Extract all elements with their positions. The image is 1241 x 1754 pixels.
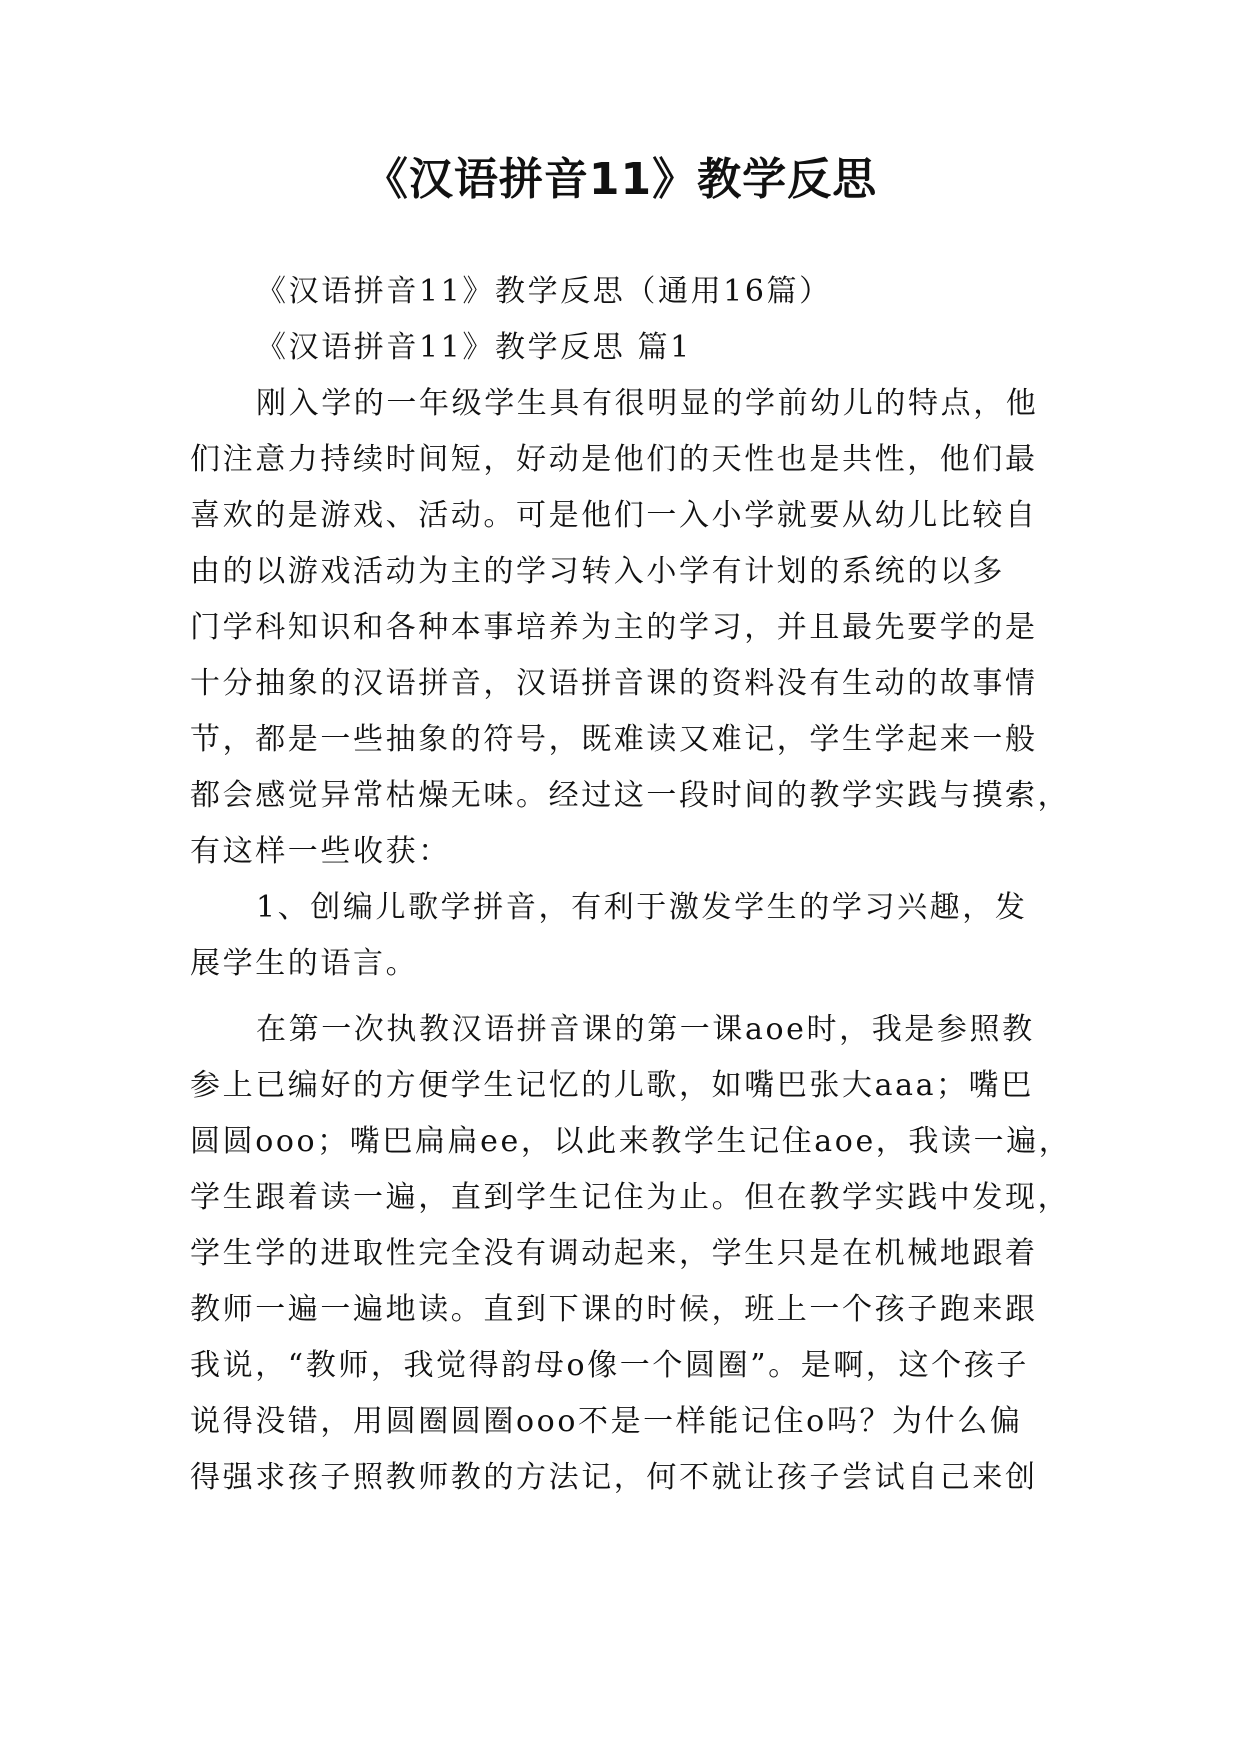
text-line: 在第一次执教汉语拼音课的第一课aoe时，我是参照教 [256, 1012, 1035, 1047]
point-1 [190, 880, 1060, 992]
document-subtitle: 《汉语拼音11》教学反思（通用16篇） [256, 274, 832, 309]
paragraph-1 [190, 376, 1071, 880]
paragraph-2 [190, 1002, 1072, 1506]
text-line: 学生学的进取性完全没有调动起来，学生只是在机械地跟着 [190, 1236, 1038, 1271]
text-line: 得强求孩子照教师教的方法记，何不就让孩子尝试自己来创 [190, 1460, 1038, 1495]
text-line: 十分抽象的汉语拼音，汉语拼音课的资料没有生动的故事情 [190, 666, 1038, 701]
text-line: 教师一遍一遍地读。直到下课的时候，班上一个孩子跑来跟 [190, 1292, 1038, 1327]
document-body [190, 264, 1072, 1506]
text-line: 节，都是一些抽象的符号，既难读又难记，学生学起来一般 [190, 722, 1038, 757]
text-line: 我说，“教师，我觉得韵母o像一个圆圈”。是啊，这个孩子 [190, 1348, 1029, 1383]
section-heading: 《汉语拼音11》教学反思 篇1 [256, 330, 692, 365]
text-line: 说得没错，用圆圈圆圈ooo不是一样能记住o吗？为什么偏 [190, 1404, 1023, 1439]
text-line: 由的以游戏活动为主的学习转入小学有计划的系统的以多 [190, 554, 1005, 589]
text-line: 学生跟着读一遍，直到学生记住为止。但在教学实践中发现， [190, 1180, 1071, 1215]
document-title: 《汉语拼音11》教学反思 [363, 154, 878, 205]
text-line: 圆圆ooo；嘴巴扁扁ee，以此来教学生记住aoe，我读一遍， [190, 1124, 1072, 1159]
text-line: 有这样一些收获： [190, 834, 451, 869]
text-line: 都会感觉异常枯燥无味。经过这一段时间的教学实践与摸索， [190, 778, 1071, 813]
text-line: 1、创编儿歌学拼音，有利于激发学生的学习兴趣，发 [256, 890, 1028, 925]
text-line: 门学科知识和各种本事培养为主的学习，并且最先要学的是 [190, 610, 1038, 645]
text-line: 参上已编好的方便学生记忆的儿歌，如嘴巴张大aaa；嘴巴 [190, 1068, 1034, 1103]
text-line: 喜欢的是游戏、活动。可是他们一入小学就要从幼儿比较自 [190, 498, 1038, 533]
text-line: 展学生的语言。 [190, 946, 419, 981]
text-line: 刚入学的一年级学生具有很明显的学前幼儿的特点，他 [256, 386, 1039, 421]
text-line: 们注意力持续时间短，好动是他们的天性也是共性，他们最 [190, 442, 1038, 477]
